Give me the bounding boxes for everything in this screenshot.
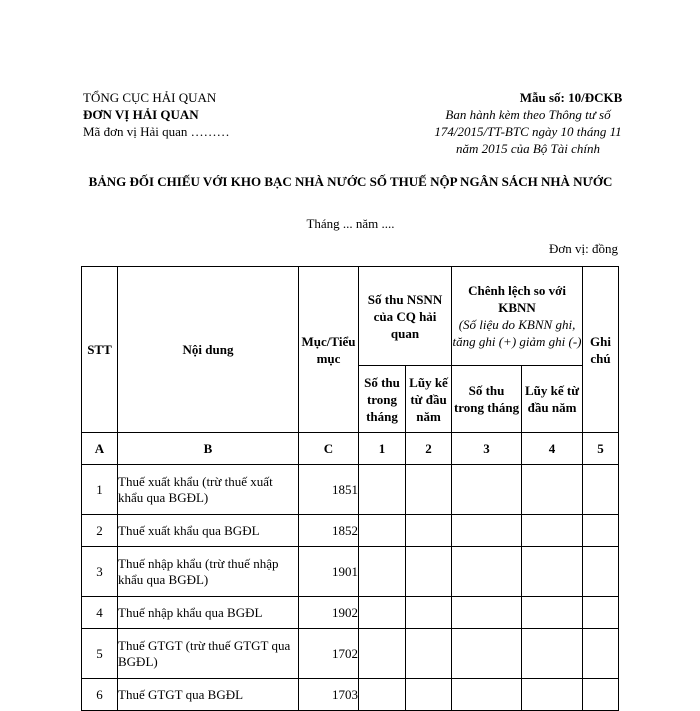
row-content: Thuế GTGT qua BGĐL <box>118 679 299 711</box>
table-row <box>82 629 619 679</box>
diff-group-header <box>452 267 583 366</box>
row-content: Thuế GTGT (trừ thuế GTGT qua BGĐL) <box>118 629 299 679</box>
empty-cell <box>452 629 522 679</box>
empty-cell <box>583 547 619 597</box>
row-code: 1702 <box>299 629 359 679</box>
empty-cell <box>359 547 406 597</box>
stt-header: STT <box>82 267 118 433</box>
document-title: BẢNG ĐỐI CHIẾU VỚI KHO BẠC NHÀ NƯỚC SỐ THUẾ NỘP NGÂN SÁCH NHÀ NƯỚC <box>88 174 613 189</box>
empty-cell <box>583 515 619 547</box>
customs-group-header: Số thu NSNN của CQ hải quan <box>359 267 452 366</box>
empty-cell <box>452 515 522 547</box>
col-letter: 2 <box>406 433 452 465</box>
col-letter: 3 <box>452 433 522 465</box>
period-line: Tháng ... năm .... <box>306 216 395 231</box>
empty-cell <box>406 597 452 629</box>
col-letter: 5 <box>583 433 619 465</box>
empty-cell <box>452 597 522 629</box>
currency-unit: Đơn vị: đồng <box>549 241 618 256</box>
issued-line-1: Ban hành kèm theo Thông tư số <box>445 107 611 122</box>
row-stt: 6 <box>82 679 118 711</box>
empty-cell <box>583 629 619 679</box>
empty-cell <box>406 679 452 711</box>
header-left <box>83 89 230 140</box>
code-header: Mục/Tiểu mục <box>299 267 359 433</box>
form-number: Mẫu số: 10/ĐCKB <box>519 90 623 105</box>
row-code: 1852 <box>299 515 359 547</box>
empty-cell <box>406 465 452 515</box>
table-row <box>82 679 619 711</box>
row-code: 1851 <box>299 465 359 515</box>
empty-cell <box>522 465 583 515</box>
empty-cell <box>522 515 583 547</box>
empty-cell <box>583 465 619 515</box>
empty-cell <box>522 679 583 711</box>
empty-cell <box>359 465 406 515</box>
issued-line-3: năm 2015 của Bộ Tài chính <box>455 141 601 156</box>
empty-cell <box>522 547 583 597</box>
month-revenue-header: Số thu trong tháng <box>359 366 406 433</box>
row-code: 1901 <box>299 547 359 597</box>
empty-cell <box>406 547 452 597</box>
row-stt: 2 <box>82 515 118 547</box>
row-content: Thuế nhập khẩu qua BGĐL <box>118 597 299 629</box>
diff-group-title: Chênh lệch so với KBNN <box>468 283 566 315</box>
diff-month-header: Số thu trong tháng <box>452 366 522 433</box>
column-letter-row <box>82 433 619 465</box>
row-content: Thuế xuất khẩu qua BGĐL <box>118 515 299 547</box>
header-row-1 <box>82 267 619 366</box>
empty-cell <box>406 515 452 547</box>
header-right <box>380 89 676 157</box>
agency-name: TỔNG CỤC HẢI QUAN <box>83 90 217 105</box>
col-letter: C <box>299 433 359 465</box>
row-content: Thuế nhập khẩu (trừ thuế nhập khẩu qua BGĐL) <box>118 547 299 597</box>
empty-cell <box>522 629 583 679</box>
unit-code: Mã đơn vị Hải quan ……… <box>83 124 230 139</box>
table-row <box>82 597 619 629</box>
diff-group-note: (Số liệu do KBNN ghi, tăng ghi (+) giảm ghi (-) <box>452 317 582 349</box>
empty-cell <box>406 629 452 679</box>
diff-ytd-header: Lũy kế từ đầu năm <box>522 366 583 433</box>
empty-cell <box>452 547 522 597</box>
unit-name: ĐƠN VỊ HẢI QUAN <box>83 107 199 122</box>
empty-cell <box>452 465 522 515</box>
row-content: Thuế xuất khẩu (trừ thuế xuất khẩu qua BGĐL) <box>118 465 299 515</box>
empty-cell <box>359 629 406 679</box>
table-row <box>82 515 619 547</box>
col-letter: B <box>118 433 299 465</box>
ytd-header: Lũy kế từ đầu năm <box>406 366 452 433</box>
empty-cell <box>359 515 406 547</box>
empty-cell <box>359 679 406 711</box>
row-code: 1902 <box>299 597 359 629</box>
row-stt: 4 <box>82 597 118 629</box>
col-letter: 4 <box>522 433 583 465</box>
table-row <box>82 547 619 597</box>
col-letter: A <box>82 433 118 465</box>
row-stt: 5 <box>82 629 118 679</box>
table-row <box>82 465 619 515</box>
content-header: Nội dung <box>118 267 299 433</box>
notes-header: Ghi chú <box>583 267 619 433</box>
row-stt: 1 <box>82 465 118 515</box>
row-code: 1703 <box>299 679 359 711</box>
col-letter: 1 <box>359 433 406 465</box>
row-stt: 3 <box>82 547 118 597</box>
issued-line-2: 174/2015/TT-BTC ngày 10 tháng 11 <box>434 124 622 139</box>
empty-cell <box>583 597 619 629</box>
empty-cell <box>583 679 619 711</box>
empty-cell <box>452 679 522 711</box>
empty-cell <box>359 597 406 629</box>
empty-cell <box>522 597 583 629</box>
reconciliation-table <box>81 266 619 711</box>
